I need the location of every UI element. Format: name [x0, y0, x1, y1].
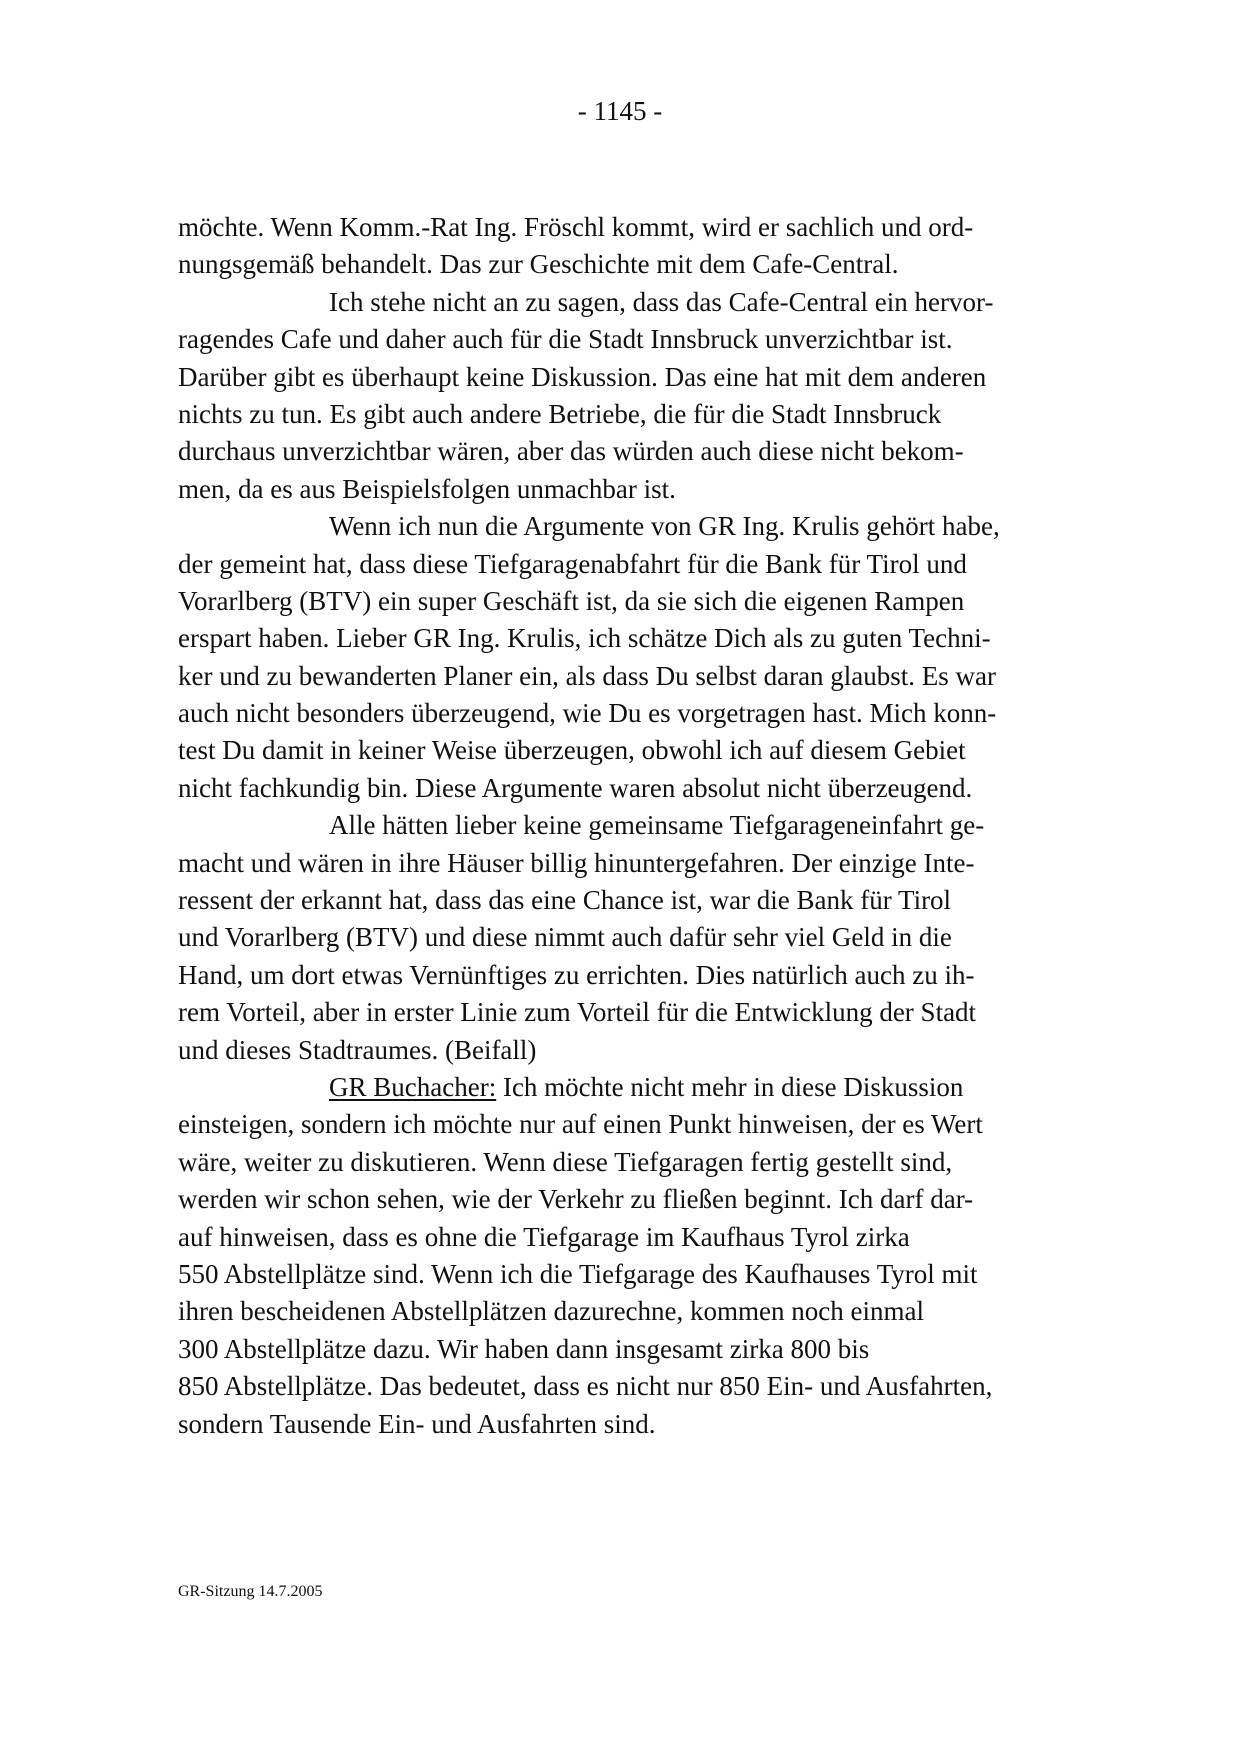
text-line: men, da es aus Beispielsfolgen unmachbar ist.	[178, 473, 676, 504]
text-line: wäre, weiter zu diskutieren. Wenn diese Tiefgaragen fertig gestellt sind,	[178, 1146, 953, 1177]
text-line: der gemeint hat, dass diese Tiefgaragenabfahrt für die Bank für Tirol und	[178, 548, 967, 579]
speaker-paragraph-start	[178, 1069, 1078, 1106]
text-line: durchaus unverzichtbar wären, aber das würden auch diese nicht bekom-	[178, 436, 964, 467]
text-line: 550 Abstellplätze sind. Wenn ich die Tiefgarage des Kaufhauses Tyrol mit	[178, 1258, 978, 1289]
text-line: und dieses Stadtraumes. (Beifall)	[178, 1034, 537, 1065]
text-line: Darüber gibt es überhaupt keine Diskussion. Das eine hat mit dem anderen	[178, 361, 987, 392]
text-line: test Du damit in keiner Weise überzeugen, obwohl ich auf diesem Gebiet	[178, 735, 966, 766]
paragraph-start: Alle hätten lieber keine gemeinsame Tiefgarageneinfahrt ge-	[329, 810, 985, 841]
text-line: 300 Abstellplätze dazu. Wir haben dann insgesamt zirka 800 bis	[178, 1333, 870, 1364]
paragraph-start: Wenn ich nun die Argumente von GR Ing. Krulis gehört habe,	[329, 511, 1000, 542]
page-number: - 1145 -	[577, 96, 663, 126]
speaker-name: GR Buchacher:	[329, 1071, 497, 1102]
text-line: auch nicht besonders überzeugend, wie Du es vorgetragen hast. Mich konn-	[178, 698, 997, 729]
footer-session-date: GR-Sitzung 14.7.2005	[178, 1583, 323, 1600]
text-line: ihren bescheidenen Abstellplätzen dazurechne, kommen noch einmal	[178, 1296, 924, 1327]
text-line: einsteigen, sondern ich möchte nur auf einen Punkt hinweisen, der es Wert	[178, 1109, 983, 1140]
document-body	[178, 209, 1078, 1443]
text-line: ker und zu bewanderten Planer ein, als dass Du selbst daran glaubst. Es war	[178, 660, 997, 691]
text-line: und Vorarlberg (BTV) und diese nimmt auch dafür sehr viel Geld in die	[178, 922, 952, 953]
text-line: nichts zu tun. Es gibt auch andere Betriebe, die für die Stadt Innsbruck	[178, 398, 942, 429]
text-line: Vorarlberg (BTV) ein super Geschäft ist, da sie sich die eigenen Rampen	[178, 585, 965, 616]
text-line: rem Vorteil, aber in erster Linie zum Vorteil für die Entwicklung der Stadt	[178, 997, 977, 1028]
text-line: möchte. Wenn Komm.-Rat Ing. Fröschl kommt, wird er sachlich und ord-	[178, 212, 974, 242]
paragraph-start: Ich stehe nicht an zu sagen, dass das Cafe-Central ein hervor-	[329, 286, 994, 317]
text-line: 850 Abstellplätze. Das bedeutet, dass es nicht nur 850 Ein- und Ausfahrten,	[178, 1371, 993, 1402]
text-line: nungsgemäß behandelt. Das zur Geschichte mit dem Cafe-Central.	[178, 249, 899, 280]
text-line: macht und wären in ihre Häuser billig hinuntergefahren. Der einzige Inte-	[178, 847, 975, 878]
text-line: ressent der erkannt hat, dass das eine Chance ist, war die Bank für Tirol	[178, 885, 952, 916]
speaker-line-text: Ich möchte nicht mehr in diese Diskussion	[496, 1071, 964, 1102]
text-line: werden wir schon sehen, wie der Verkehr zu fließen beginnt. Ich darf dar-	[178, 1184, 974, 1215]
text-line: sondern Tausende Ein- und Ausfahrten sind.	[178, 1408, 656, 1439]
text-line: auf hinweisen, dass es ohne die Tiefgarage im Kaufhaus Tyrol zirka	[178, 1221, 910, 1252]
text-line: ragendes Cafe und daher auch für die Stadt Innsbruck unverzichtbar ist.	[178, 324, 953, 355]
text-line: erspart haben. Lieber GR Ing. Krulis, ich schätze Dich als zu guten Techni-	[178, 623, 991, 654]
text-line: nicht fachkundig bin. Diese Argumente waren absolut nicht überzeugend.	[178, 772, 973, 803]
text-line: Hand, um dort etwas Vernünftiges zu errichten. Dies natürlich auch zu ih-	[178, 959, 975, 990]
